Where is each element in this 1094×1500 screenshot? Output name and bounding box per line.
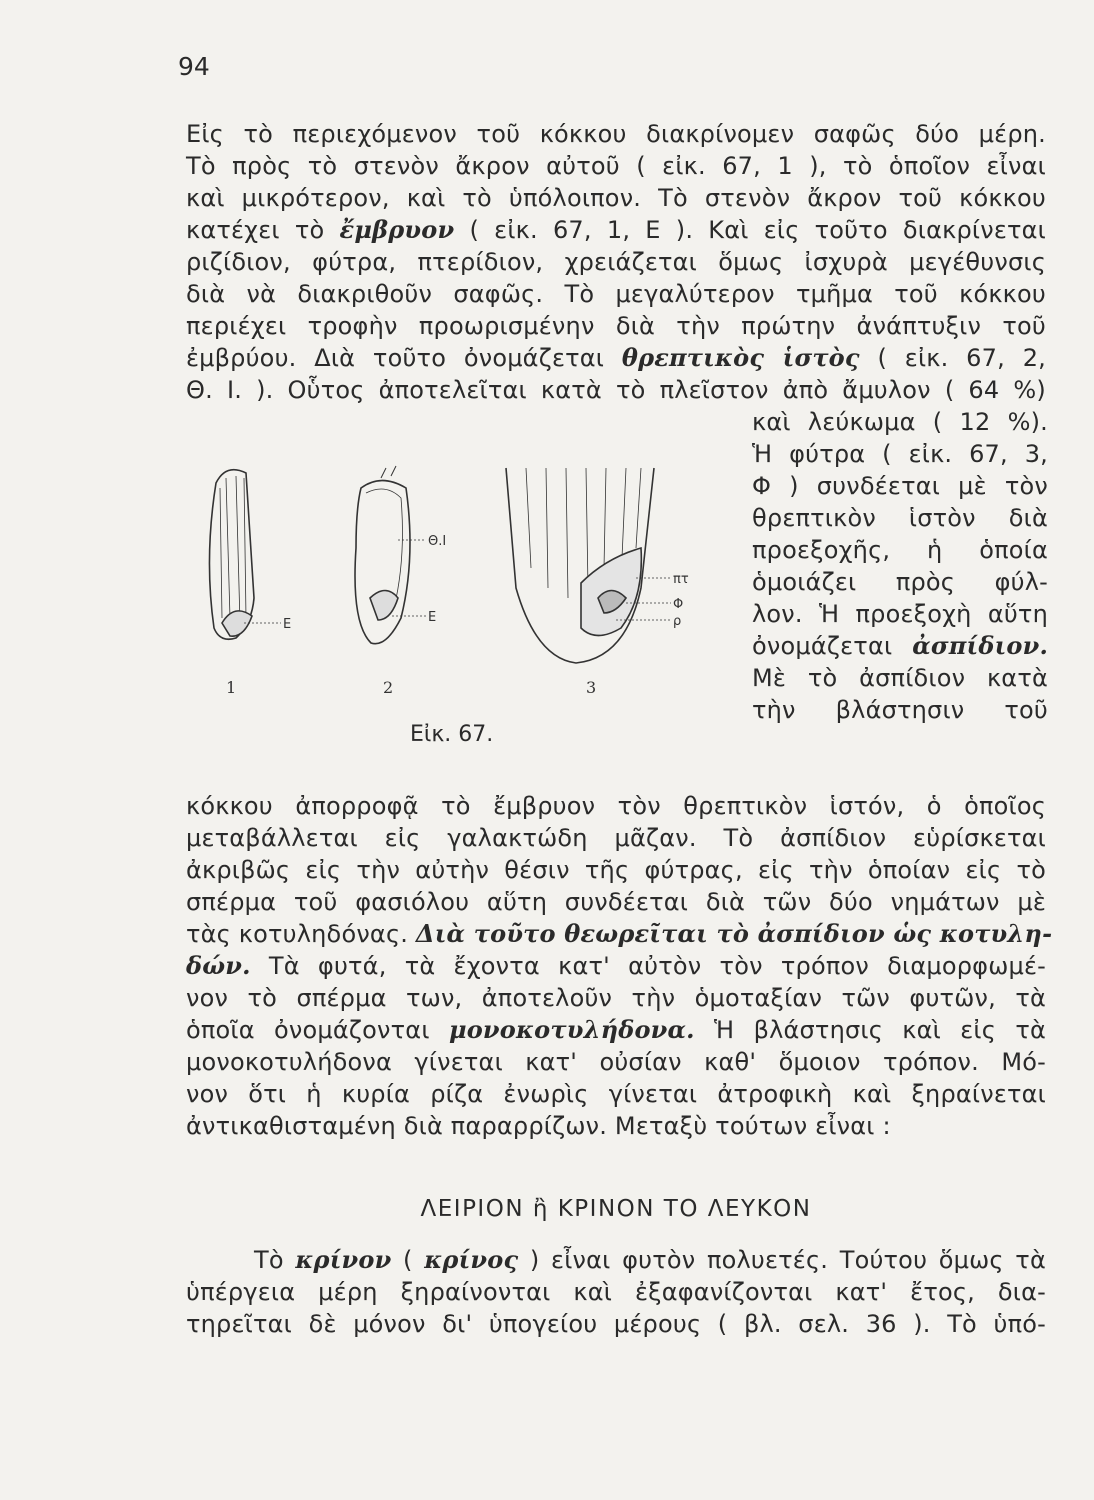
grain-drawing-3 — [506, 468, 654, 663]
emphasis-text: Διὰ τοῦτο θεωρεῖται τὸ ἀσπίδιον ὡς κοτυλη- — [415, 919, 1053, 948]
term-lily: κρίνον — [295, 1245, 392, 1274]
text-span: ἐμβρύου. Διὰ τοῦτο ὀνομάζεται — [186, 344, 622, 372]
text-line: ἀκριβῶς εἰς τὴν αὐτὴν θέσιν τῆς φύτρας, εἰς τὴν ὁποίαν εἰς τὸ — [186, 856, 1046, 884]
text-line — [186, 342, 1046, 374]
emphasis-text: δών. — [186, 951, 251, 980]
text-line: ριζίδιον, φύτρα, πτερίδιον, χρειάζεται ὅμως ἰσχυρὰ μεγέθυνσις — [186, 248, 1046, 276]
label-e-1: Ε — [283, 617, 292, 632]
text-line — [254, 1244, 1046, 1276]
figure-caption: Εἰκ. 67. — [410, 722, 494, 747]
text-line: ἀντικαθισταμένη διὰ παραρρίζων. Μεταξὺ τούτων εἶναι : — [186, 1112, 891, 1140]
term-monocotyledons: μονοκοτυλήδονα. — [448, 1015, 695, 1044]
text-line: διὰ νὰ διακριθοῦν σαφῶς. Τὸ μεγαλύτερον τμῆμα τοῦ κόκκου — [186, 280, 1046, 308]
text-line: Τὸ πρὸς τὸ στενὸν ἄκρον αὐτοῦ ( εἰκ. 67, 1 ), τὸ ὁποῖον εἶναι — [186, 152, 1046, 180]
text-line: λον. Ἡ προεξοχὴ αὕτη — [752, 600, 1048, 628]
text-line — [186, 950, 1046, 982]
label-e-2: Ε — [428, 610, 437, 625]
text-line — [752, 630, 1048, 662]
text-line: κόκκου ἀπορροφᾷ τὸ ἔμβρυον τὸν θρεπτικὸν ἱστόν, ὁ ὁποῖος — [186, 792, 1046, 820]
text-line: νον ὅτι ἡ κυρία ρίζα ἐνωρὶς γίνεται ἀτροφικὴ καὶ ξηραίνεται — [186, 1080, 1046, 1108]
text-line: Μὲ τὸ ἀσπίδιον κατὰ — [752, 664, 1048, 692]
text-line: καὶ λεύκωμα ( 12 %). — [752, 408, 1048, 436]
label-pt: πτ — [673, 572, 689, 587]
text-span: Τὸ — [254, 1246, 296, 1274]
text-span: ( εἰκ. 67, 2, — [859, 344, 1046, 372]
page-number: 94 — [178, 52, 210, 81]
text-line: τὴν βλάστησιν τοῦ — [752, 696, 1048, 724]
text-span: ( εἰκ. 67, 1, Ε ). Καὶ εἰς τοῦτο διακρίνεται — [454, 216, 1046, 244]
text-span: ( — [391, 1246, 425, 1274]
label-rho: ρ — [673, 614, 682, 629]
text-span: Ἡ βλάστησις καὶ εἰς τὰ — [694, 1016, 1046, 1044]
text-line: περιέχει τροφὴν προωρισμένην διὰ τὴν πρώτην ἀνάπτυξιν τοῦ — [186, 312, 1046, 340]
text-span: Τὰ φυτά, τὰ ἔχοντα κατ' αὐτὸν τὸν τρόπον διαμορφωμέ- — [250, 952, 1046, 980]
grain-drawing-2 — [355, 466, 410, 644]
grain-drawing-1 — [209, 470, 254, 640]
section-heading: ΛΕΙΡΙΟΝ ἢ ΚΡΙΝΟΝ ΤΟ ΛΕΥΚΟΝ — [420, 1196, 812, 1222]
label-phi: Φ — [673, 597, 684, 612]
figure-number-1: 1 — [226, 678, 237, 697]
text-line: θρεπτικὸν ἱστὸν διὰ — [752, 504, 1048, 532]
text-line: μεταβάλλεται εἰς γαλακτώδη μᾶζαν. Τὸ ἀσπίδιον εὑρίσκεται — [186, 824, 1046, 852]
text-line: ὑπέργεια μέρη ξηραίνονται καὶ ἐξαφανίζονται κατ' ἔτος, δια- — [186, 1278, 1046, 1306]
term-lily-alt: κρίνος — [424, 1245, 519, 1274]
text-line — [186, 1014, 1046, 1046]
text-line: σπέρμα τοῦ φασιόλου αὕτη συνδέεται διὰ τῶν δύο νημάτων μὲ — [186, 888, 1046, 916]
figure-number-2: 2 — [383, 678, 394, 697]
text-line — [186, 918, 1053, 950]
text-span: ὀνομάζεται — [752, 632, 913, 660]
term-embryo: ἔμβρυον — [339, 215, 455, 244]
label-theta-iota: Θ.Ι — [428, 534, 447, 549]
text-line — [186, 214, 1046, 246]
text-line: Θ. Ι. ). Οὗτος ἀποτελεῖται κατὰ τὸ πλεῖστον ἀπὸ ἄμυλον ( 64 %) — [186, 376, 1046, 404]
text-line: προεξοχῆς, ἡ ὁποία — [752, 536, 1048, 564]
text-line: μονοκοτυλήδονα γίνεται κατ' οὐσίαν καθ' ὅμοιον τρόπον. Μό- — [186, 1048, 1046, 1076]
term-nutritive-tissue: θρεπτικὸς ἱστὸς — [621, 343, 860, 372]
text-line: Ἡ φύτρα ( εἰκ. 67, 3, — [752, 440, 1048, 468]
text-span: ὁποῖα ὀνομάζονται — [186, 1016, 449, 1044]
figure-number-3: 3 — [586, 678, 597, 697]
text-line: ὁμοιάζει πρὸς φύλ- — [752, 568, 1048, 596]
term-scutellum: ἀσπίδιον. — [912, 631, 1048, 660]
text-line: καὶ μικρότερον, καὶ τὸ ὑπόλοιπον. Τὸ στενὸν ἄκρον τοῦ κόκκου — [186, 184, 1046, 212]
text-line: τηρεῖται δὲ μόνον δι' ὑπογείου μέρους ( βλ. σελ. 36 ). Τὸ ὑπό- — [186, 1310, 1046, 1338]
text-line: Εἰς τὸ περιεχόμενον τοῦ κόκκου διακρίνομεν σαφῶς δύο μέρη. — [186, 120, 1046, 148]
text-span: τὰς κοτυληδόνας. — [186, 920, 416, 948]
text-line: νον τὸ σπέρμα των, ἀποτελοῦν τὴν ὁμοταξίαν τῶν φυτῶν, τὰ — [186, 984, 1046, 1012]
text-span: κατέχει τὸ — [186, 216, 340, 244]
figure-67 — [186, 448, 706, 708]
text-line: Φ ) συνδέεται μὲ τὸν — [752, 472, 1048, 500]
text-span: ) εἶναι φυτὸν πολυετές. Τούτου ὅμως τὰ — [518, 1246, 1046, 1274]
